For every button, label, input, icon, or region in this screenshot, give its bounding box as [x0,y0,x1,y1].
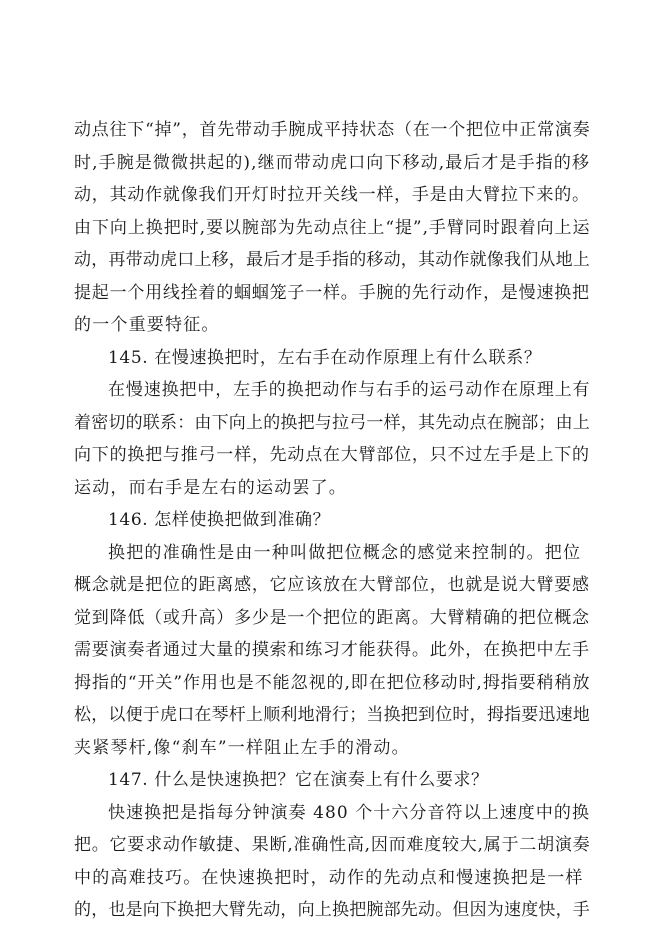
text-line: 拇指的“开关”作用也是不能忽视的,即在把位移动时,拇指要稍稍放 [74,673,591,693]
text-line: 松，以便于虎口在琴杆上顺利地滑行；当换把到位时，拇指要迅速地 [74,705,590,725]
text-line: 需要演奏者通过大量的摸索和练习才能获得。此外，在换把中左手 [74,640,590,660]
text-line: 由下向上换把时,要以腕部为先动点往上“提”,手臂同时跟着向上运 [74,218,591,238]
question-145-heading: 145. 在慢速换把时，左右手在动作原理上有什么联系？ [108,348,542,368]
text-line: 提起一个用线拴着的蝈蝈笼子一样。手腕的先行动作，是慢速换把 [74,283,590,303]
text-line: 觉到降低（或升高）多少是一个把位的距离。大臂精确的把位概念 [74,608,590,628]
text-line: 的，也是向下换把大臂先动，向上换把腕部先动。但因为速度快，手 [74,900,590,920]
text-line: 着密切的联系：由下向上的换把与拉弓一样，其先动点在腕部；由上 [74,413,590,433]
text-line: 把。它要求动作敏捷、果断,准确性高,因而难度较大,属于二胡演奏 [74,835,591,855]
text-line: 向下的换把与推弓一样，先动点在大臂部位，只不过左手是上下的 [74,445,590,465]
question-146-heading: 146. 怎样使换把做到准确？ [108,510,331,530]
text-line: 换把的准确性是由一种叫做把位概念的感觉来控制的。把位 [108,543,582,563]
text-line: 中的高难技巧。在快速换把时，动作的先动点和慢速换把是一样 [74,868,584,888]
text-line: 动，其动作就像我们开灯时拉开关线一样，手是由大臂拉下来的。 [74,185,590,205]
question-147-heading: 147. 什么是快速换把？它在演奏上有什么要求？ [108,770,489,790]
text-line: 概念就是把位的距离感，它应该放在大臂部位，也就是说大臂要感 [74,575,590,595]
text-line: 运动，而右手是左右的运动罢了。 [74,478,347,498]
text-line: 动点往下“掉”，首先带动手腕成平持状态（在一个把位中正常演奏 [74,120,591,140]
text-line: 快速换把是指每分钟演奏 480 个十六分音符以上速度中的换 [108,803,591,823]
text-line: 时,手腕是微微拱起的),继而带动虎口向下移动,最后才是手指的移 [74,153,591,173]
text-line: 夹紧琴杆,像“刹车”一样阻止左手的滑动。 [74,738,410,758]
text-line: 的一个重要特征。 [74,315,220,335]
text-line: 在慢速换把中，左手的换把动作与右手的运弓动作在原理上有 [108,380,591,400]
text-line: 动，再带动虎口上移，最后才是手指的移动，其动作就像我们从地上 [74,250,590,270]
